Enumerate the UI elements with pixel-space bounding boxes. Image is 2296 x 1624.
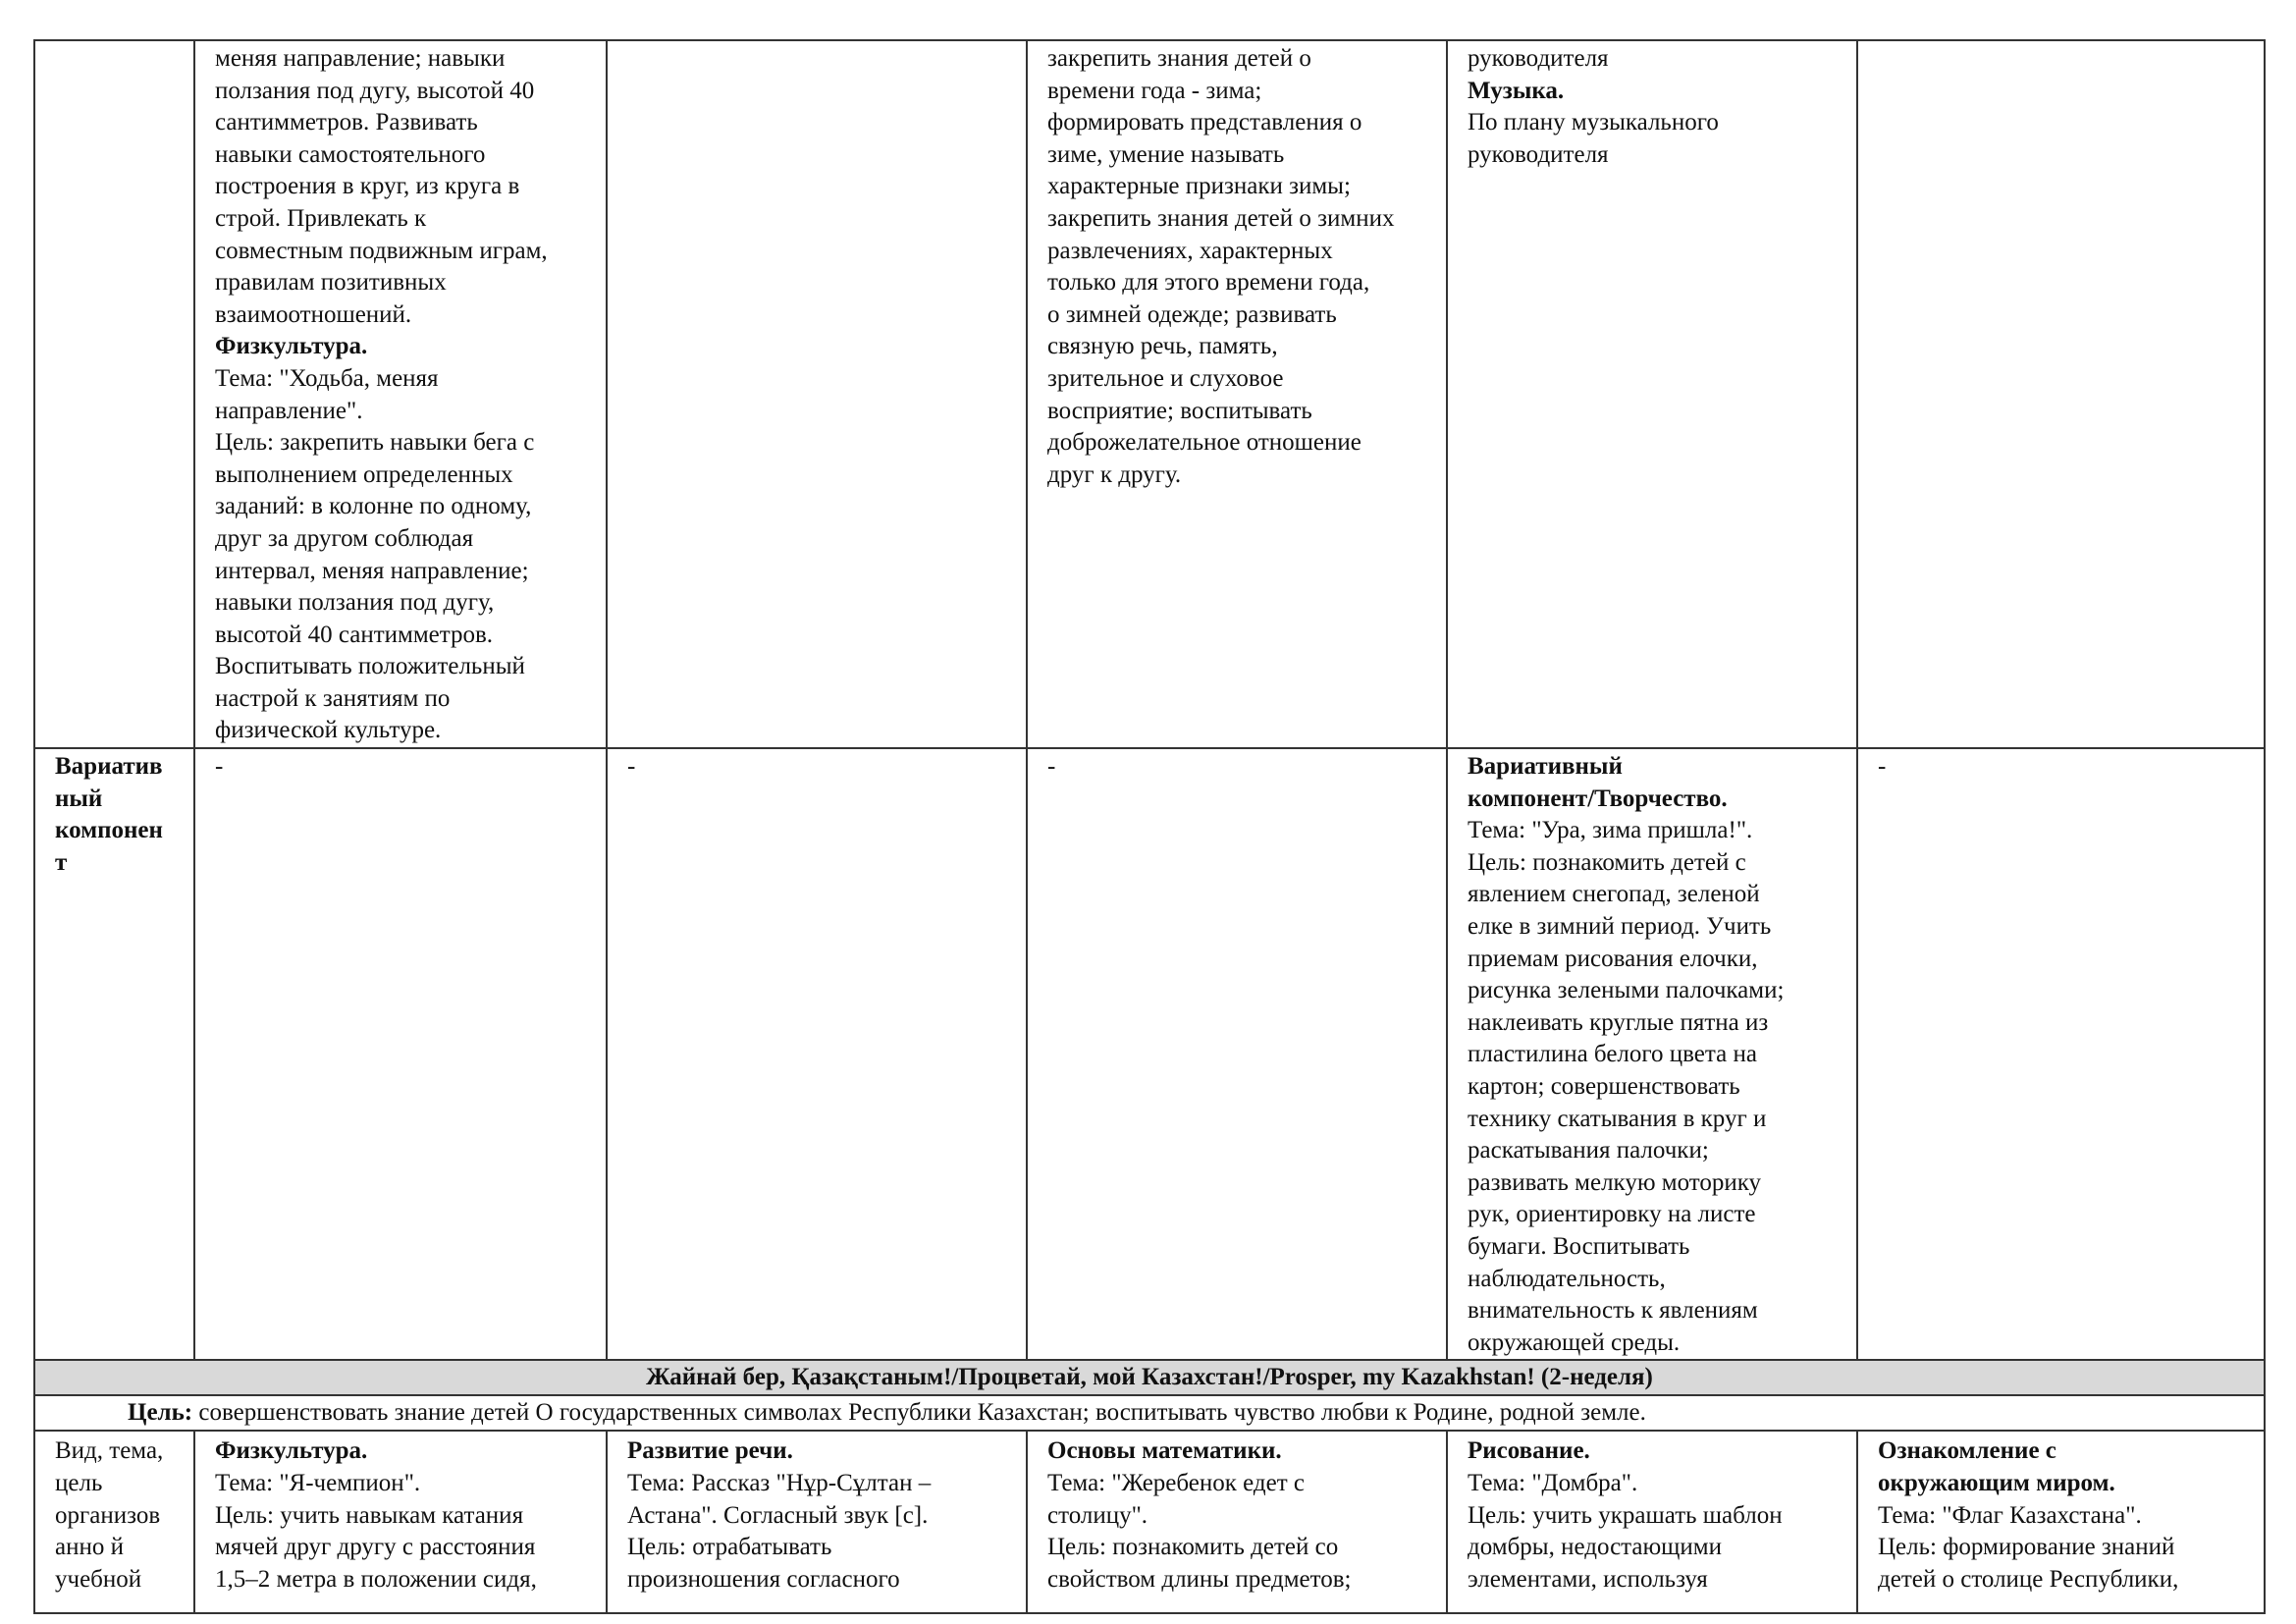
row-label-cell <box>34 748 194 1360</box>
cell-text: меняя направление; навыки ползания под дугу, высотой 40 сантимметров. Развивать навыки самостоятельного построения в круг, из круга в строй. Привлекать к совместным подвижным играм, правилам позитивных взаимоотношений. <box>215 45 548 328</box>
cell-text: закрепить знания детей о времени года - зима; формировать представления о зиме, умение называть характерные признаки зимы; закрепить знания детей о зимних развлечениях, характерных только для этого времени года, о зимней одежде; развивать связную речь, память, зрительное и слуховое восприятие; воспитывать доброжелательное отношение друг к другу. <box>1047 45 1395 488</box>
subject-title: Ознакомление с окружающим миром. <box>1878 1437 2115 1496</box>
monday-cell <box>194 40 607 748</box>
friday-cell <box>1857 40 2265 748</box>
cell-text: Тема: "Домбра". Цель: учить украшать шаблон домбры, недостающими элементами, используя <box>1468 1469 1783 1593</box>
cell-text: Тема: "Жеребенок едет с столицу". Цель: познакомить детей со свойством длины предметов; <box>1047 1469 1352 1593</box>
week-title: Жайнай бер, Қазақстаным!/Процветай, мой Казахстан!/Prosper, my Kazakhstan! (2-неделя) <box>34 1360 2265 1395</box>
tuesday-cell <box>607 40 1027 748</box>
thursday-cell <box>1447 1431 1857 1613</box>
row-label: Вариатив ный компонен т <box>55 753 163 876</box>
goal-row <box>34 1395 2265 1431</box>
cell-text: Тема: Рассказ "Нұр-Сұлтан – Астана". Согласный звук [с]. Цель: отрабатывать произношения согласного <box>627 1469 932 1593</box>
goal-cell <box>34 1395 2265 1431</box>
wednesday-cell <box>1027 1431 1447 1613</box>
week-header-row <box>34 1360 2265 1395</box>
wednesday-cell <box>1027 40 1447 748</box>
cell-text: - <box>1878 753 1887 781</box>
thursday-cell <box>1447 748 1857 1360</box>
subject-title: Развитие речи. <box>627 1437 793 1465</box>
schedule-table <box>33 39 2266 1614</box>
thursday-cell <box>1447 40 1857 748</box>
table-row <box>34 1431 2265 1613</box>
subject-title: Основы математики. <box>1047 1437 1282 1465</box>
cell-text: Тема: "Я-чемпион". Цель: учить навыкам катания мячей друг другу с расстояния 1,5–2 метра в положении сидя, <box>215 1469 537 1593</box>
friday-cell <box>1857 748 2265 1360</box>
wednesday-cell <box>1027 748 1447 1360</box>
subject-title: Рисование. <box>1468 1437 1590 1465</box>
monday-cell <box>194 748 607 1360</box>
tuesday-cell <box>607 748 1027 1360</box>
subject-title: Музыка. <box>1468 77 1565 104</box>
row-label-cell <box>34 1431 194 1613</box>
cell-text: Тема: "Ходьба, меняя направление". Цель: закрепить навыки бега с выполнением определенных заданий: в колонне по одному, друг за другом соблюдая интервал, меняя направление; навыки ползания под дугу, высотой 40 сантимметров. Воспитывать положительный настрой к занятиям по физической культуре. <box>215 364 535 744</box>
goal-label: Цель: <box>128 1399 193 1427</box>
friday-cell <box>1857 1431 2265 1613</box>
cell-text: - <box>215 753 224 781</box>
row-label: Вид, тема, цель организов анно й учебной <box>55 1437 164 1593</box>
tuesday-cell <box>607 1431 1027 1613</box>
cell-text: - <box>1047 753 1056 781</box>
table-row <box>34 40 2265 748</box>
goal-text: совершенствовать знание детей О государственных символах Республики Казахстан; воспитывать чувство любви к Родине, родной земле. <box>192 1399 1646 1427</box>
cell-text: руководителя <box>1468 45 1609 72</box>
monday-cell <box>194 1431 607 1613</box>
subject-title: Физкультура. <box>215 333 368 360</box>
cell-text: Тема: "Ура, зима пришла!". Цель: познакомить детей с явлением снегопад, зеленой елке в зимний период. Учить приемам рисования елочки, рисунка зелеными палочками; наклеивать круглые пятна из пластилина белого цвета на картон; совершенствовать технику скатывания в круг и раскатывания палочки; развивать мелкую моторику рук, ориентировку на листе бумаги. Воспитывать наблюдательность, внимательность к явлениям окружающей среды. <box>1468 817 1785 1356</box>
row-label-cell <box>34 40 194 748</box>
cell-text: - <box>627 753 636 781</box>
subject-title: Вариативный компонент/Творчество. <box>1468 753 1728 812</box>
cell-text: По плану музыкального руководителя <box>1468 109 1719 168</box>
cell-text: Тема: "Флаг Казахстана". Цель: формирование знаний детей о столице Республики, <box>1878 1501 2179 1593</box>
subject-title: Физкультура. <box>215 1437 368 1465</box>
table-row <box>34 748 2265 1360</box>
